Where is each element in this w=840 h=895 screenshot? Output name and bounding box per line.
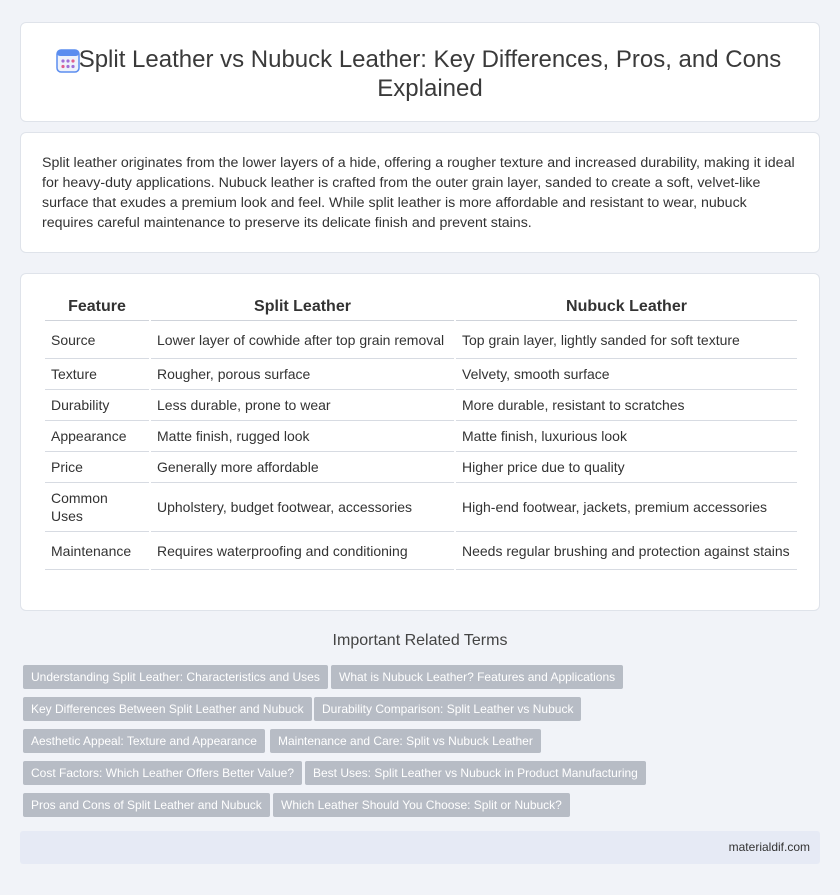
related-tag[interactable]: Understanding Split Leather: Characteristics and Uses [23, 665, 328, 689]
table-cell-split: Less durable, prone to wear [151, 390, 454, 421]
table-cell-nubuck: More durable, resistant to scratches [456, 390, 797, 421]
intro-text: Split leather originates from the lower layers of a hide, offering a rougher texture and increased durability, making it ideal for heavy-duty applications. Nubuck leather is crafted from the outer grain layer, sanded to create a soft, velvet-like surface that exudes a premium look and feel. While split leather is more affordable and resistant to wear, nubuck requires careful maintenance to preserve its delicate finish and prevent stains. [42, 155, 795, 231]
page-title: Split Leather vs Nubuck Leather: Key Differences, Pros, and Cons Explained [78, 46, 782, 102]
table-row [45, 532, 797, 570]
table-row [45, 359, 797, 390]
table-row [45, 390, 797, 421]
table-row [45, 483, 797, 532]
intro-card [20, 132, 820, 253]
table-cell-feature: Maintenance [45, 532, 149, 570]
related-terms-title: Important Related Terms [332, 632, 508, 649]
table-cell-nubuck: Velvety, smooth surface [456, 359, 797, 390]
related-tag[interactable]: Key Differences Between Split Leather and Nubuck [23, 697, 312, 721]
table-header-row [45, 294, 797, 321]
related-tag[interactable]: Which Leather Should You Choose: Split or Nubuck? [273, 793, 570, 817]
related-tag[interactable]: Maintenance and Care: Split vs Nubuck Leather [270, 729, 541, 753]
table-row [45, 321, 797, 359]
table-row [45, 421, 797, 452]
table-cell-nubuck: Higher price due to quality [456, 452, 797, 483]
table-row [45, 452, 797, 483]
table-cell-feature: Texture [45, 359, 149, 390]
table-cell-split: Rougher, porous surface [151, 359, 454, 390]
table-cell-nubuck: Matte finish, luxurious look [456, 421, 797, 452]
table-cell-split: Lower layer of cowhide after top grain removal [151, 321, 454, 359]
header-card [20, 22, 820, 122]
table-cell-feature: Common Uses [45, 483, 149, 532]
table-cell-feature: Appearance [45, 421, 149, 452]
table-cell-nubuck: High-end footwear, jackets, premium accessories [456, 483, 797, 532]
related-tag[interactable]: Aesthetic Appeal: Texture and Appearance [23, 729, 265, 753]
table-cell-nubuck: Needs regular brushing and protection against stains [456, 532, 797, 570]
footer [20, 831, 820, 864]
table-cell-split: Matte finish, rugged look [151, 421, 454, 452]
table-cell-feature: Source [45, 321, 149, 359]
table-cell-split: Generally more affordable [151, 452, 454, 483]
comparison-table [43, 294, 799, 570]
footer-site: materialdif.com [728, 840, 810, 854]
table-header-feature: Feature [45, 294, 149, 321]
table-cell-nubuck: Top grain layer, lightly sanded for soft texture [456, 321, 797, 359]
related-tag[interactable]: Best Uses: Split Leather vs Nubuck in Product Manufacturing [305, 761, 646, 785]
table-cell-feature: Durability [45, 390, 149, 421]
comparison-table-card [20, 273, 820, 611]
table-header-nubuck: Nubuck Leather [456, 294, 797, 321]
related-tag[interactable]: What is Nubuck Leather? Features and Applications [331, 665, 623, 689]
related-tag[interactable]: Pros and Cons of Split Leather and Nubuck [23, 793, 270, 817]
related-tag[interactable]: Cost Factors: Which Leather Offers Better Value? [23, 761, 302, 785]
related-tag[interactable]: Durability Comparison: Split Leather vs Nubuck [314, 697, 581, 721]
table-header-split: Split Leather [151, 294, 454, 321]
table-cell-split: Requires waterproofing and conditioning [151, 532, 454, 570]
table-cell-split: Upholstery, budget footwear, accessories [151, 483, 454, 532]
table-cell-feature: Price [45, 452, 149, 483]
